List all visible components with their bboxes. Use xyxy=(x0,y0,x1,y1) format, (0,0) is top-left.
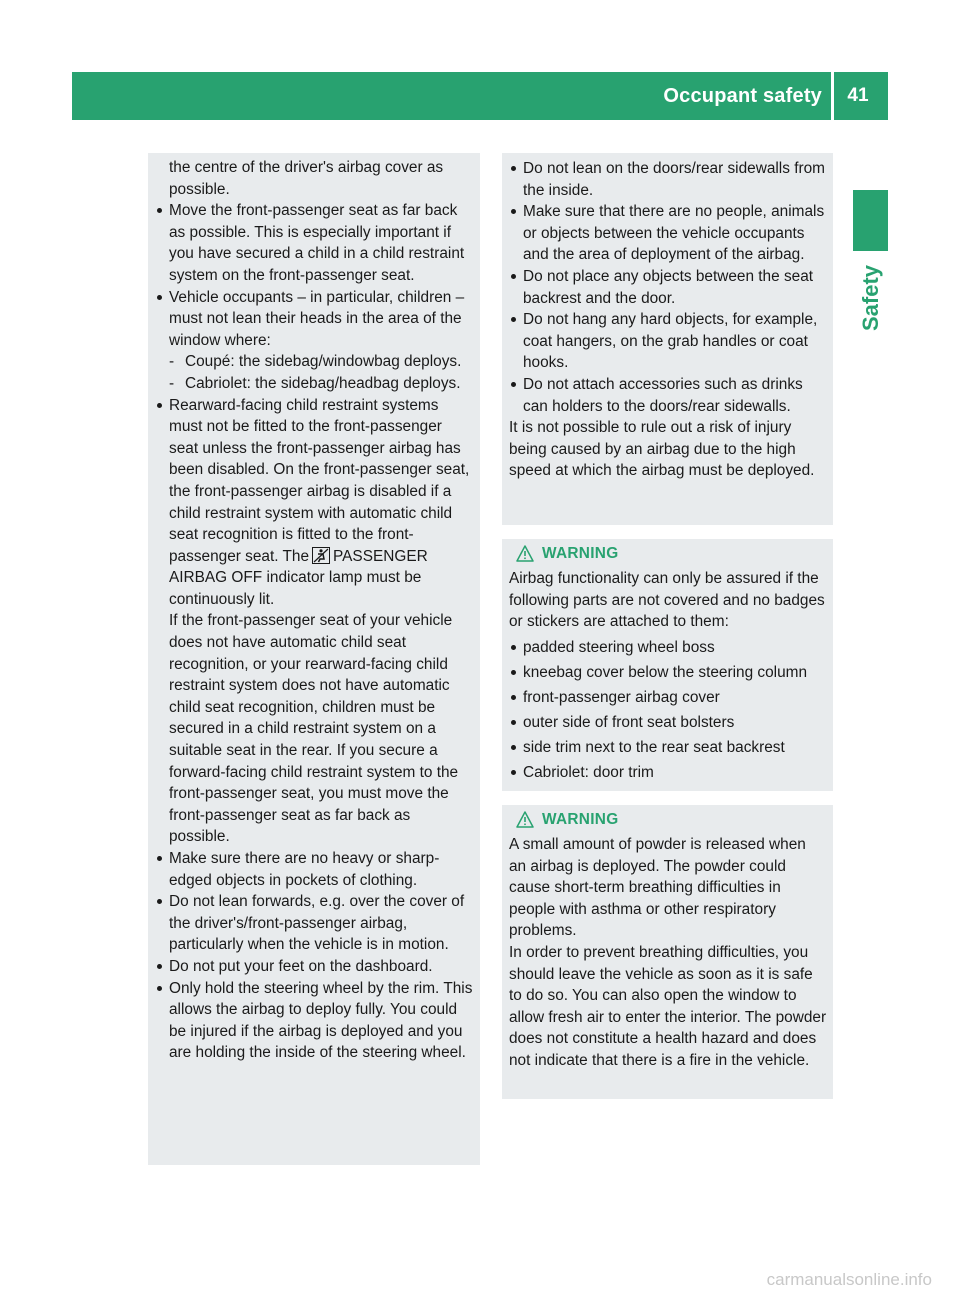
watermark: carmanualsonline.info xyxy=(766,1270,932,1289)
paragraph: A small amount of powder is released when an airbag is deployed. The powder could cause short-term breathing difficulties in people with asthma or other respiratory problems. xyxy=(509,836,806,940)
warning-header xyxy=(509,808,827,832)
list-item: Do not lean forwards, e.g. over the cover of the driver's/front-passenger airbag, particularly when the vehicle is in motion. xyxy=(155,891,473,956)
header-divider xyxy=(831,72,834,120)
warning-label: WARNING xyxy=(542,545,619,562)
warning-header xyxy=(509,542,827,566)
list-item: Vehicle occupants – in particular, children – must not lean their heads in the area of the window where: xyxy=(155,287,473,352)
paragraph: In order to prevent breathing difficulties, you should leave the vehicle as soon as it is safe to do so. You can also open the window to allow fresh air to enter the interior. The powder does not constitute a health hazard and does not indicate that there is a fire in the vehicle. xyxy=(509,943,827,1069)
warning-intro: Airbag functionality can only be assured if the following parts are not covered and no badges or stickers are attached to them: xyxy=(509,570,825,631)
paragraph: It is not possible to rule out a risk of injury being caused by an airbag due to the high speed at which the airbag must be deployed. xyxy=(509,419,815,480)
warning-box-2 xyxy=(502,805,833,1099)
list-item: side trim next to the rear seat backrest xyxy=(509,737,827,759)
passenger-airbag-off-icon xyxy=(312,547,330,564)
sub-list-item: - Coupé: the sidebag/windowbag deploys. xyxy=(155,351,473,373)
section-tab-label: Safety xyxy=(858,264,883,332)
list-item: Do not put your feet on the dashboard. xyxy=(155,956,473,978)
warning-triangle-icon xyxy=(516,545,534,562)
list-item: outer side of front seat bolsters xyxy=(509,712,827,734)
right-column-panel xyxy=(502,153,833,525)
page-title: Occupant safety xyxy=(663,85,822,107)
warning-box-1 xyxy=(502,539,833,791)
warning-triangle-icon xyxy=(516,811,534,828)
list-item: Make sure that there are no people, animals or objects between the vehicle occupants and the area of deployment of the airbag. xyxy=(509,201,827,266)
list-item: Do not attach accessories such as drinks can holders to the doors/rear sidewalls. xyxy=(509,374,827,417)
list-item: Rearward-facing child restraint systems must not be fitted to the front-passenger seat unless the front-passenger airbag has been disabled. On the front-passenger seat, the front-passenger airbag is disabled if a child restraint system with automatic child seat recognition is fitted to the front-passenger seat. The PASSENGER AIRBAG OFF indicator lamp must be continuously lit. xyxy=(155,395,473,611)
section-tab-marker xyxy=(853,190,888,251)
left-column-panel xyxy=(148,153,480,1165)
list-item: kneebag cover below the steering column xyxy=(509,662,827,684)
section-tab-label-container xyxy=(851,258,891,338)
paragraph: If the front-passenger seat of your vehicle does not have automatic child seat recognition, or your rearward-facing child restraint system does not have automatic child seat recognition, children must be secured in a child restraint system on a suitable seat in the rear. If you secure a forward-facing child restraint system to the front-passenger seat, you must move the front-passenger seat as far back as possible. xyxy=(169,612,459,846)
warning-label: WARNING xyxy=(542,811,619,828)
continued-line: the centre of the driver's airbag cover as possible. xyxy=(169,159,444,198)
list-item: Do not hang any hard objects, for example, coat hangers, on the grab handles or coat hooks. xyxy=(509,309,827,374)
list-item: front-passenger airbag cover xyxy=(509,687,827,709)
list-item: Cabriolet: door trim xyxy=(509,762,827,784)
list-item: Do not lean on the doors/rear sidewalls from the inside. xyxy=(509,158,827,201)
list-item: Make sure there are no heavy or sharp-edged objects in pockets of clothing. xyxy=(155,848,473,891)
list-item: Move the front-passenger seat as far back as possible. This is especially important if you have secured a child in a child restraint system on the front-passenger seat. xyxy=(155,200,473,286)
list-item: Do not place any objects between the seat backrest and the door. xyxy=(509,266,827,309)
list-item: Only hold the steering wheel by the rim. This allows the airbag to deploy fully. You could be injured if the airbag is deployed and you are holding the inside of the steering wheel. xyxy=(155,978,473,1064)
page-number: 41 xyxy=(847,85,869,106)
list-item: padded steering wheel boss xyxy=(509,637,827,659)
sub-list-item: - Cabriolet: the sidebag/headbag deploys. xyxy=(155,373,473,395)
